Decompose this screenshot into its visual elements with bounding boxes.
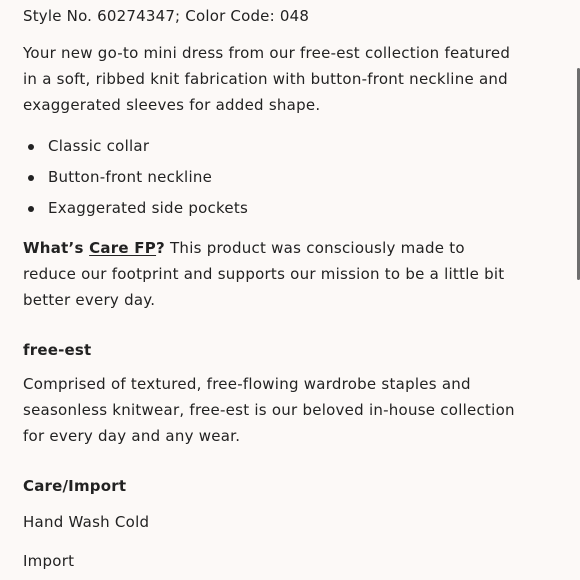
bullet-icon [28, 144, 34, 150]
feature-label: Exaggerated side pockets [48, 199, 249, 217]
feature-label: Classic collar [48, 137, 150, 155]
feature-list [23, 134, 248, 227]
care-fp-text: This product was consciously made to reduce our footprint and supports our mission to be a little bit better every day. [23, 239, 505, 309]
care-instruction: Hand Wash Cold [23, 513, 150, 531]
collection-heading: free-est [23, 341, 92, 359]
list-item [23, 196, 248, 227]
collection-description: Comprised of textured, free-flowing wardrobe staples and seasonless knitwear, free-est is our beloved in-house collection for every day and any wear. [23, 375, 515, 445]
care-fp-statement [23, 236, 513, 313]
care-import-heading: Care/Import [23, 477, 127, 495]
list-item [23, 134, 248, 165]
bullet-icon [28, 206, 34, 212]
care-fp-question-mark: ? [156, 239, 165, 257]
list-item [23, 165, 248, 196]
bullet-icon [28, 175, 34, 181]
style-number: Style No. 60274347; Color Code: 048 [23, 7, 310, 25]
origin-label: Import [23, 552, 75, 570]
product-description: Your new go-to mini dress from our free-est collection featured in a soft, ribbed knit fabrication with button-front neckline and exaggerated sleeves for added shape. [23, 44, 511, 114]
care-fp-lead: What’s [23, 239, 90, 257]
feature-label: Button-front neckline [48, 168, 213, 186]
care-fp-link[interactable]: Care FP [89, 239, 157, 257]
